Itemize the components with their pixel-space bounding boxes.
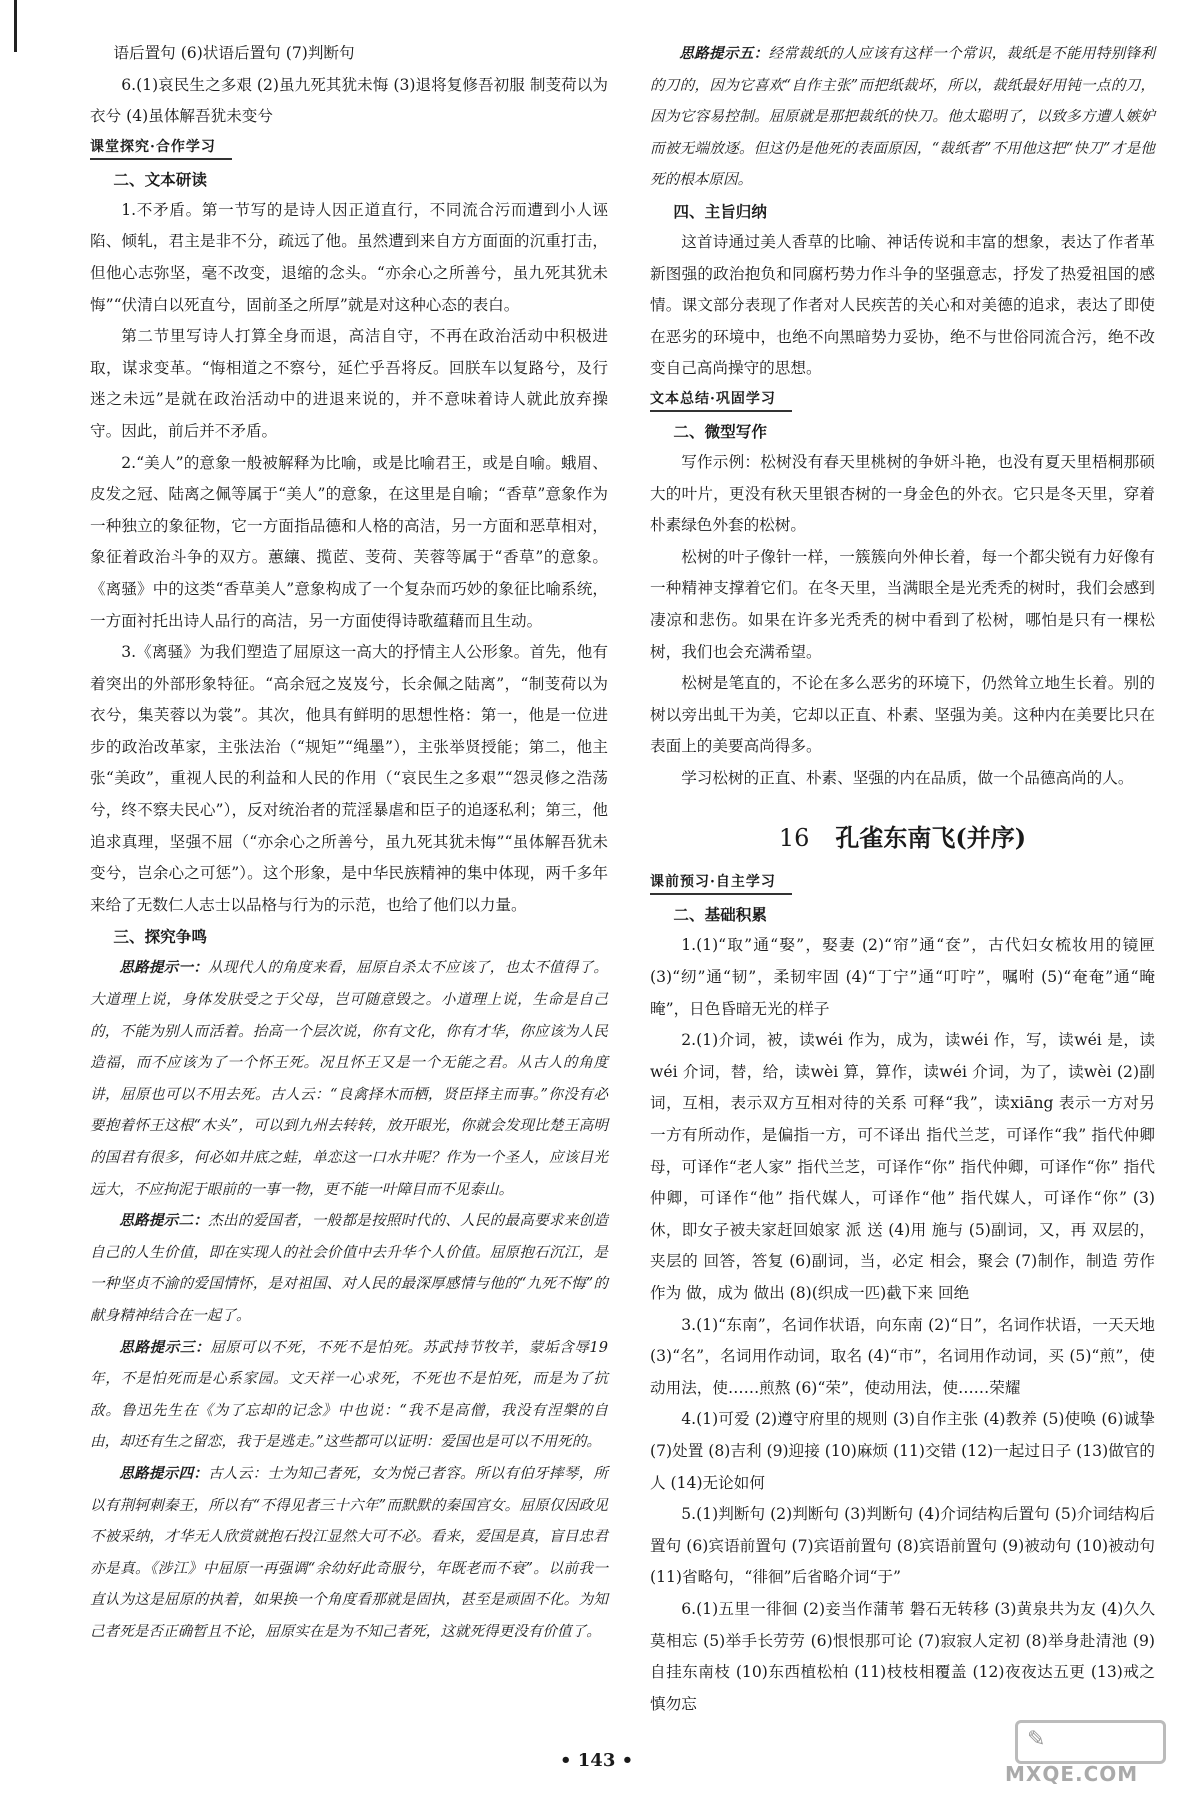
answer-paragraph: 2.(1)介词，被，读wéi 作为，成为，读wéi 作，写，读wéi 是，读wéi 介词，替，给，读wèi 算，算作，读wéi 介词，为了，读wèi (2)副词，互相，表示双方互相对待的关系 可释“我”，读xiāng 表示一方对另一方有所动作，是偏指一方，可不译出 指代兰芝，可译作“我” 指代仲卿母，可译作“老人家” 指代兰芝，可译作“你” 指代仲卿，可译作“你” 指代仲卿，可译作“他” 指代媒人，可译作“他” 指代媒人，可译作“你” (3)休，即女子被夫家赶回娘家 派 送 (4)用 施与 (5)副词，又，再 双层的，夹层的 回答，答复 (6)副词，当，必定 相会，聚会 (7)制作，制造 劳作 作为 做，成为 做出 (8)(织成一匹)截下来 回绝: [650, 1031, 1155, 1302]
section-band: 课前预习·自主学习: [650, 871, 792, 895]
section-band: 课堂探究·合作学习: [90, 136, 232, 160]
section-heading: 二、微型写作: [673, 421, 767, 441]
hint-text: 古人云：士为知己者死，女为悦己者容。所以有伯牙摔琴，所以有荆轲刺秦王，所以有“不得见者三十六年”而默默的秦国宫女。屈原仅因政见不被采纳，才华无人欣赏就抱石投江显然大可不必。看来，爱国是真，盲目忠君亦是真。《涉江》中屈原一再强调“余幼好此奇服兮，年既老而不衰”。以前我一直认为这是屈原的执着，如果换一个角度看那就是固执，甚至是顽固不化。为知己者死是否正确暂且不论，屈原实在是为不知己者死，这就死得更没有价值了。: [90, 1464, 608, 1640]
hint-text: 从现代人的角度来看，屈原自杀太不应该了，也太不值得了。大道理上说，身体发肤受之于父母，岂可随意毁之。小道理上说，生命是自己的，不能为别人而活着。抬高一个层次说，你有文化，你有才华，你应该为人民造福，而不应该为了一个怀王死。况且怀王又是一个无能之君。从古人的角度讲，屈原也可以不用去死。古人云：“良禽择木而栖，贤臣择主而事。”你没有必要抱着怀王这根“木头”，可以到九州去转转，放开眼光，你就会发现比楚王高明的国君有很多，何必如井底之蛙，单恋这一口水井呢？作为一个圣人，应该目光远大，不应拘泥于眼前的一事一物，更不能一叶障目而不见泰山。: [90, 959, 608, 1198]
section-heading: 二、文本研读: [113, 169, 207, 189]
paragraph: 学习松树的正直、朴素、坚强的内在品质，做一个品德高尚的人。: [681, 768, 1134, 787]
hint-paragraph: [90, 1332, 608, 1458]
paragraph: 2.“美人”的意象一般被解释为比喻，或是比喻君王，或是自喻。蛾眉、皮发之冠、陆离之佩等属于“美人”的意象，在这里是自喻；“香草”意象作为一种独立的象征物，它一方面指品德和人格的高洁，另一方面和恶草相对，象征着政治斗争的双方。蕙纕、揽茝、芰荷、芙蓉等属于“香草”的意象。《离骚》中的这类“香草美人”意象构成了一个复杂而巧妙的象征比喻系统，一方面衬托出诗人品行的高洁，另一方面使得诗歌蕴藉而且生动。: [90, 453, 608, 630]
paragraph: 1.不矛盾。第一节写的是诗人因正道直行，不同流合污而遭到小人诬陷、倾轧，君主是非不分，疏远了他。虽然遭到来自方方面面的沉重打击，但他心志弥坚，毫不改变，退缩的念头。“亦余心之所善兮，虽九死其犹未悔”“伏清白以死直兮，固前圣之所厚”就是对这种心态的表白。: [90, 200, 608, 314]
hint-label: 思路提示四：: [119, 1464, 209, 1482]
answer-stamp-icon: ✎: [1027, 1727, 1046, 1752]
paragraph: 第二节里写诗人打算全身而退，高洁自守，不再在政治活动中积极进取，谋求变革。“悔相道之不察兮，延伫乎吾将反。回朕车以复路兮，及行迷之未远”是就在政治活动中的进退来说的，并不意味着诗人就此放弃操守。因此，前后并不矛盾。: [90, 327, 608, 440]
answer-paragraph: 6.(1)五里一徘徊 (2)妾当作蒲苇 磐石无转移 (3)黄泉共为友 (4)久久莫相忘 (5)举手长劳劳 (6)恨恨那可论 (7)寂寂人定初 (8)举身赴清池 (9)自挂东南枝 (10)东西植松柏 (11)枝枝相覆盖 (12)夜夜达五更 (13)戒之慎勿忘: [650, 1599, 1155, 1713]
answer-line: 6.(1)哀民生之多艰 (2)虽九死其犹未悔 (3)退将复修吾初服 制芰荷以为衣兮 (4)虽体解吾犹未变兮: [90, 75, 608, 126]
hint-text: 杰出的爱国者，一般都是按照时代的、人民的最高要求来创造自己的人生价值，即在实现人的社会价值中去升华个人价值。屈原抱石沉江，是一种坚贞不渝的爱国情怀，是对祖国、对人民的最深厚感情与他的“九死不悔”的献身精神结合在一起了。: [90, 1212, 608, 1324]
hint-text: 屈原可以不死，不死不是怕死。苏武持节牧羊，蒙垢含辱19年，不是怕死而是心系家园。文天祥一心求死，不死也不是怕死，而是为了抗敌。鲁迅先生在《为了忘却的记念》中也说：“我不是高僧，我没有涅槃的自由，却还有生之留恋，我于是逃走。”这些都可以证明：爱国也是可以不用死的。: [90, 1338, 608, 1451]
section-band: 文本总结·巩固学习: [650, 388, 792, 412]
hint-label: 思路提示一：: [119, 959, 209, 977]
page-number: • 143 •: [560, 1750, 634, 1771]
lesson-title: [650, 816, 1155, 860]
paragraph: 3.《离骚》为我们塑造了屈原这一高大的抒情主人公形象。首先，他有着突出的外部形象特征。“高余冠之岌岌兮，长余佩之陆离”，“制芰荷以为衣兮，集芙蓉以为裳”。其次，他具有鲜明的思想性格：第一，他是一位进步的政治改革家，主张法治（“规矩”“绳墨”），主张举贤授能；第二，他主张“美政”，重视人民的利益和人民的作用（“哀民生之多艰”“怨灵修之浩荡兮，终不察夫民心”），反对统治者的荒淫暴虐和臣子的追逐私利；第三，他追求真理，坚强不屈（“亦余心之所善兮，虽九死其犹未悔”“虽体解吾犹未变兮，岂余心之可惩”）。这个形象，是中华民族精神的集中体现，两千多年来给了无数仁人志士以品格与行为的示范，也给了他们以力量。: [90, 643, 608, 914]
section-heading: 二、基础积累: [673, 905, 767, 925]
section-heading: 三、探究争鸣: [113, 927, 207, 947]
answer-paragraph: 3.(1)“东南”，名词作状语，向东南 (2)“日”，名词作状语，一天天地 (3)“名”，名词用作动词，取名 (4)“市”，名词用作动词，买 (5)“煎”，使动用法，使……煎熬 (6)“荣”，使动用法，使……荣耀: [650, 1315, 1155, 1397]
answer-line: 语后置句 (6)状语后置句 (7)判断句: [113, 44, 355, 62]
paragraph: 写作示例：松树没有春天里桃树的争妍斗艳，也没有夏天里梧桐那硕大的叶片，更没有秋天里银杏树的一身金色的外衣。它只是冬天里，穿着朴素绿色外套的松树。: [650, 452, 1155, 535]
paragraph: 这首诗通过美人香草的比喻、神话传说和丰富的想象，表达了作者革新图强的政治抱负和同腐朽势力作斗争的坚强意志，抒发了热爱祖国的感情。课文部分表现了作者对人民疾苦的关心和对美德的追求，表达了即使在恶劣的环境中，也绝不向黑暗势力妥协，绝不与世俗同流合污，绝不改变自己高尚操守的思想。: [650, 232, 1155, 378]
answer-paragraph: 5.(1)判断句 (2)判断句 (3)判断句 (4)介词结构后置句 (5)介词结构后置句 (6)宾语前置句 (7)宾语前置句 (8)宾语前置句 (9)被动句 (10)被动句 (11)省略句，“徘徊”后省略介词“于”: [650, 1505, 1155, 1587]
hint-paragraph: [650, 38, 1155, 196]
binding-line: [14, 0, 17, 52]
lesson-name: 孔雀东南飞(并序): [835, 823, 1027, 853]
hint-paragraph: [90, 1458, 608, 1648]
hint-text: 经常裁纸的人应该有这样一个常识，裁纸是不能用特别锋利的刀的，因为它喜欢“自作主张”而把纸裁坏，所以，裁纸最好用钝一点的刀，因为它容易控制。屈原就是那把裁纸的快刀。他太聪明了，以致多方遭人嫉妒而被无端放逐。但这仍是他死的表面原因，“裁纸者”不用他这把“快刀”才是他死的根本原因。: [650, 45, 1155, 189]
hint-label: 思路提示五：: [679, 45, 769, 62]
paragraph: 松树的叶子像针一样，一簇簇向外伸长着，每一个都尖锐有力好像有一种精神支撑着它们。在冬天里，当满眼全是光秃秃的树时，我们会感到凄凉和悲伤。如果在许多光秃秃的树中看到了松树，哪怕是只有一棵松树，我们也会充满希望。: [650, 547, 1155, 661]
hint-paragraph: [90, 952, 608, 1205]
watermark-logo: [1005, 1718, 1170, 1788]
section-heading: 四、主旨归纳: [673, 201, 767, 221]
hint-paragraph: [90, 1205, 608, 1331]
left-column: [90, 38, 608, 1648]
lesson-number: 16: [778, 824, 810, 853]
answer-paragraph: 1.(1)“取”通“娶”，娶妻 (2)“帘”通“奁”，古代妇女梳妆用的镜匣 (3)“纫”通“韧”，柔韧牢固 (4)“丁宁”通“叮咛”，嘱咐 (5)“奄奄”通“晻晻”，日色昏暗无光的样子: [650, 936, 1155, 1018]
paragraph: 松树是笔直的，不论在多么恶劣的环境下，仍然耸立地生长着。别的树以旁出虬干为美，它却以正直、朴素、坚强为美。这种内在美要比只在表面上的美要高尚得多。: [650, 674, 1155, 756]
hint-label: 思路提示三：: [119, 1338, 211, 1356]
right-column: [650, 38, 1155, 1720]
hint-label: 思路提示二：: [119, 1212, 209, 1230]
watermark-text: MXQE.COM: [1005, 1762, 1139, 1786]
answer-paragraph: 4.(1)可爱 (2)遵守府里的规则 (3)自作主张 (4)教养 (5)使唤 (6)诚挚 (7)处置 (8)吉利 (9)迎接 (10)麻烦 (11)交错 (12)一起过日子 (13)做官的人 (14)无论如何: [650, 1410, 1155, 1492]
